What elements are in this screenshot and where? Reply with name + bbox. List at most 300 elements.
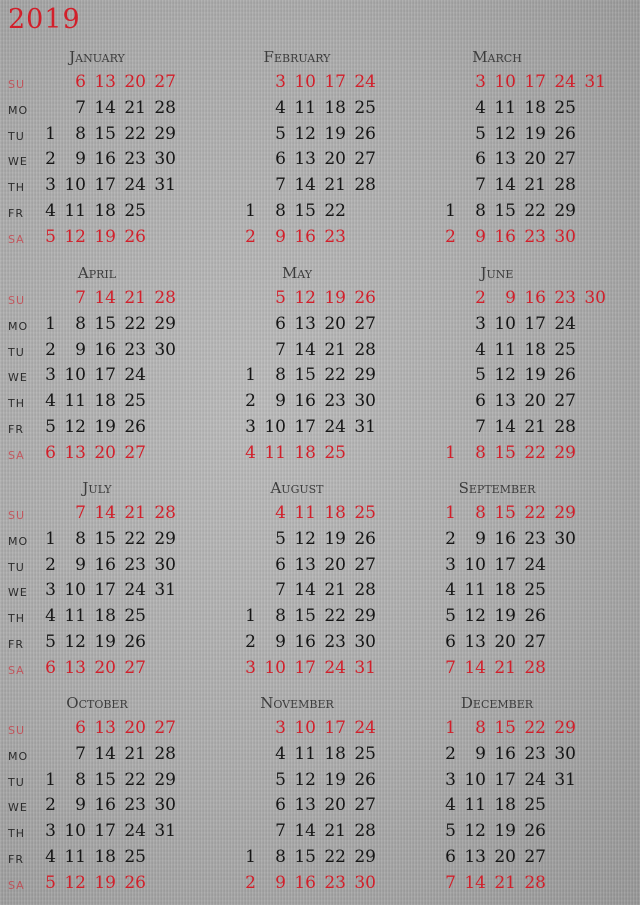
day-cell: 4 xyxy=(475,97,486,118)
day-cell: 4 xyxy=(445,580,456,601)
day-cell: 13 xyxy=(294,554,316,575)
day-cell: 7 xyxy=(275,821,286,842)
day-cell: 14 xyxy=(464,872,486,893)
day-cell: 2 xyxy=(245,226,256,247)
day-cell: 24 xyxy=(324,417,346,437)
day-cell: 9 xyxy=(505,288,516,308)
day-cell: 4 xyxy=(245,442,256,463)
day-cell: 19 xyxy=(94,417,116,437)
day-cell: 11 xyxy=(294,503,316,523)
day-cell: 15 xyxy=(94,528,116,549)
day-cell: 5 xyxy=(475,365,486,386)
day-cell: 7 xyxy=(75,503,86,523)
day-cell: 25 xyxy=(524,795,546,816)
weekday-label-tu: TU xyxy=(8,129,25,143)
day-cell: 2 xyxy=(45,795,56,816)
day-cell: 3 xyxy=(245,657,256,678)
day-cell: 10 xyxy=(64,580,86,601)
month-december xyxy=(400,694,590,894)
day-cell: 14 xyxy=(94,743,116,764)
day-cell: 5 xyxy=(445,821,456,842)
weekday-label-th: TH xyxy=(8,397,25,411)
day-cell: 11 xyxy=(464,795,486,816)
weekday-label-we: WE xyxy=(8,586,28,600)
day-cell: 2 xyxy=(45,554,56,575)
day-cell: 10 xyxy=(264,417,286,437)
day-cell: 23 xyxy=(124,795,146,816)
day-cell: 30 xyxy=(354,632,376,652)
day-cell: 21 xyxy=(324,821,346,842)
day-cell: 29 xyxy=(554,201,576,221)
day-cell: 27 xyxy=(124,442,146,463)
day-cell: 24 xyxy=(354,718,376,738)
day-cell: 12 xyxy=(294,528,316,549)
day-cell: 29 xyxy=(554,442,576,463)
day-cell: 30 xyxy=(554,743,576,764)
weekday-label-th: TH xyxy=(8,827,25,841)
weekday-label-th: TH xyxy=(8,612,25,626)
day-cell: 25 xyxy=(124,847,146,867)
day-cell: 27 xyxy=(524,847,546,867)
day-cell: 12 xyxy=(294,123,316,144)
day-cell: 18 xyxy=(94,201,116,221)
day-cell: 27 xyxy=(354,795,376,816)
day-cell: 1 xyxy=(45,528,56,549)
day-cell: 11 xyxy=(64,391,86,412)
day-cell: 31 xyxy=(584,72,606,92)
day-cell: 13 xyxy=(494,391,516,412)
day-cell: 30 xyxy=(354,391,376,412)
day-cell: 30 xyxy=(354,872,376,893)
day-cell: 7 xyxy=(445,657,456,678)
month-october xyxy=(0,694,190,894)
day-cell: 27 xyxy=(354,149,376,170)
day-cell: 16 xyxy=(94,339,116,360)
day-cell: 25 xyxy=(124,201,146,221)
day-cell: 13 xyxy=(64,442,86,463)
day-cell: 4 xyxy=(275,743,286,764)
day-cell: 1 xyxy=(445,503,456,523)
day-cell: 12 xyxy=(294,769,316,790)
day-cell: 8 xyxy=(275,201,286,221)
day-cell: 5 xyxy=(275,123,286,144)
day-cell: 3 xyxy=(445,769,456,790)
day-cell: 24 xyxy=(324,657,346,678)
weekday-label-fr: FR xyxy=(8,207,24,220)
day-cell: 3 xyxy=(275,72,286,92)
weekday-label-su: SU xyxy=(8,509,26,522)
day-cell: 26 xyxy=(354,123,376,144)
day-cell: 1 xyxy=(45,123,56,144)
day-cell: 30 xyxy=(554,226,576,247)
day-cell: 28 xyxy=(524,657,546,678)
day-cell: 17 xyxy=(94,821,116,842)
day-cell: 25 xyxy=(354,503,376,523)
day-cell: 13 xyxy=(294,313,316,334)
day-cell: 20 xyxy=(494,632,516,652)
day-cell: 5 xyxy=(275,769,286,790)
day-cell: 24 xyxy=(124,175,146,196)
day-cell: 10 xyxy=(494,313,516,334)
day-cell: 26 xyxy=(124,872,146,893)
day-cell: 26 xyxy=(354,288,376,308)
day-cell: 5 xyxy=(45,417,56,437)
day-cell: 11 xyxy=(494,97,516,118)
day-cell: 19 xyxy=(94,632,116,652)
day-cell: 14 xyxy=(294,821,316,842)
day-cell: 16 xyxy=(94,149,116,170)
day-cell: 15 xyxy=(94,123,116,144)
day-cell: 28 xyxy=(354,175,376,196)
month-name: June xyxy=(480,264,514,282)
day-cell: 18 xyxy=(324,97,346,118)
day-cell: 22 xyxy=(524,442,546,463)
day-cell: 16 xyxy=(294,872,316,893)
day-cell: 2 xyxy=(245,872,256,893)
day-cell: 27 xyxy=(124,657,146,678)
day-cell: 19 xyxy=(324,769,346,790)
day-cell: 16 xyxy=(494,528,516,549)
day-cell: 22 xyxy=(124,769,146,790)
day-cell: 8 xyxy=(475,201,486,221)
day-cell: 10 xyxy=(294,718,316,738)
month-march xyxy=(400,48,606,248)
day-cell: 26 xyxy=(354,528,376,549)
day-cell: 30 xyxy=(154,795,176,816)
day-cell: 30 xyxy=(554,528,576,549)
day-cell: 15 xyxy=(294,365,316,386)
day-cell: 15 xyxy=(294,847,316,867)
day-cell: 4 xyxy=(45,847,56,867)
weekday-label-sa: SA xyxy=(8,878,25,892)
day-cell: 2 xyxy=(245,632,256,652)
day-cell: 5 xyxy=(275,288,286,308)
day-cell: 21 xyxy=(324,580,346,601)
day-cell: 24 xyxy=(554,72,576,92)
day-cell: 14 xyxy=(94,97,116,118)
day-cell: 4 xyxy=(275,503,286,523)
day-cell: 11 xyxy=(464,580,486,601)
day-cell: 1 xyxy=(245,201,256,221)
day-cell: 9 xyxy=(75,554,86,575)
day-cell: 4 xyxy=(45,606,56,627)
day-cell: 18 xyxy=(94,606,116,627)
day-cell: 25 xyxy=(554,97,576,118)
day-cell: 26 xyxy=(124,417,146,437)
day-cell: 8 xyxy=(275,606,286,627)
day-cell: 10 xyxy=(464,554,486,575)
day-cell: 5 xyxy=(45,226,56,247)
weekday-label-mo: MO xyxy=(8,534,29,548)
day-cell: 23 xyxy=(524,528,546,549)
day-cell: 28 xyxy=(354,580,376,601)
day-cell: 17 xyxy=(294,417,316,437)
month-august xyxy=(200,479,390,679)
day-cell: 3 xyxy=(45,580,56,601)
weekday-label-tu: TU xyxy=(8,560,25,574)
day-cell: 30 xyxy=(154,554,176,575)
day-cell: 17 xyxy=(94,365,116,386)
day-cell: 20 xyxy=(324,554,346,575)
day-cell: 3 xyxy=(45,365,56,386)
day-cell: 9 xyxy=(475,743,486,764)
month-name: April xyxy=(77,264,117,282)
day-cell: 27 xyxy=(354,313,376,334)
day-cell: 22 xyxy=(524,503,546,523)
day-cell: 14 xyxy=(494,417,516,437)
day-cell: 31 xyxy=(154,580,176,601)
day-cell: 29 xyxy=(154,528,176,549)
day-cell: 6 xyxy=(475,149,486,170)
day-cell: 25 xyxy=(124,606,146,627)
day-cell: 7 xyxy=(475,417,486,437)
day-cell: 17 xyxy=(94,580,116,601)
day-cell: 8 xyxy=(75,313,86,334)
day-cell: 13 xyxy=(64,657,86,678)
day-cell: 24 xyxy=(524,769,546,790)
day-cell: 24 xyxy=(354,72,376,92)
day-cell: 2 xyxy=(475,288,486,308)
day-cell: 11 xyxy=(64,606,86,627)
day-cell: 20 xyxy=(324,313,346,334)
day-cell: 5 xyxy=(475,123,486,144)
day-cell: 3 xyxy=(275,718,286,738)
day-cell: 11 xyxy=(264,442,286,463)
day-cell: 8 xyxy=(75,528,86,549)
day-cell: 1 xyxy=(45,313,56,334)
month-name: December xyxy=(460,694,534,712)
day-cell: 7 xyxy=(475,175,486,196)
day-cell: 13 xyxy=(294,149,316,170)
weekday-label-su: SU xyxy=(8,78,26,91)
day-cell: 22 xyxy=(324,365,346,386)
day-cell: 6 xyxy=(275,149,286,170)
day-cell: 23 xyxy=(124,149,146,170)
day-cell: 6 xyxy=(445,632,456,652)
day-cell: 17 xyxy=(94,175,116,196)
day-cell: 22 xyxy=(524,718,546,738)
weekday-label-tu: TU xyxy=(8,345,25,359)
day-cell: 23 xyxy=(554,288,576,308)
day-cell: 31 xyxy=(554,769,576,790)
day-cell: 10 xyxy=(464,769,486,790)
day-cell: 17 xyxy=(524,313,546,334)
day-cell: 19 xyxy=(324,528,346,549)
day-cell: 22 xyxy=(324,847,346,867)
day-cell: 18 xyxy=(494,580,516,601)
day-cell: 26 xyxy=(554,365,576,386)
day-cell: 20 xyxy=(524,391,546,412)
weekday-label-mo: MO xyxy=(8,319,29,333)
day-cell: 18 xyxy=(294,442,316,463)
day-cell: 14 xyxy=(294,175,316,196)
day-cell: 7 xyxy=(275,339,286,360)
day-cell: 14 xyxy=(94,288,116,308)
weekday-label-we: WE xyxy=(8,371,28,385)
month-january xyxy=(0,48,190,248)
month-may xyxy=(200,264,390,464)
day-cell: 28 xyxy=(154,97,176,118)
day-cell: 2 xyxy=(445,226,456,247)
day-cell: 13 xyxy=(94,72,116,92)
day-cell: 3 xyxy=(45,175,56,196)
weekday-label-su: SU xyxy=(8,294,26,307)
day-cell: 14 xyxy=(464,657,486,678)
day-cell: 10 xyxy=(264,657,286,678)
day-cell: 23 xyxy=(324,632,346,652)
day-cell: 27 xyxy=(154,72,176,92)
day-cell: 9 xyxy=(275,391,286,412)
day-cell: 1 xyxy=(445,201,456,221)
day-cell: 12 xyxy=(464,606,486,627)
month-november xyxy=(200,694,390,894)
day-cell: 1 xyxy=(445,718,456,738)
day-cell: 10 xyxy=(64,365,86,386)
day-cell: 2 xyxy=(445,743,456,764)
day-cell: 31 xyxy=(154,821,176,842)
day-cell: 12 xyxy=(494,365,516,386)
day-cell: 23 xyxy=(124,339,146,360)
month-name: January xyxy=(69,48,125,66)
day-cell: 8 xyxy=(75,769,86,790)
day-cell: 21 xyxy=(524,417,546,437)
day-cell: 6 xyxy=(475,391,486,412)
month-september xyxy=(400,479,590,679)
day-cell: 29 xyxy=(354,606,376,627)
day-cell: 18 xyxy=(324,743,346,764)
day-cell: 8 xyxy=(275,847,286,867)
day-cell: 9 xyxy=(75,339,86,360)
day-cell: 6 xyxy=(45,657,56,678)
day-cell: 20 xyxy=(524,149,546,170)
weekday-label-we: WE xyxy=(8,155,28,169)
day-cell: 14 xyxy=(494,175,516,196)
day-cell: 21 xyxy=(524,175,546,196)
day-cell: 11 xyxy=(494,339,516,360)
day-cell: 14 xyxy=(94,503,116,523)
day-cell: 22 xyxy=(124,123,146,144)
day-cell: 3 xyxy=(475,72,486,92)
day-cell: 26 xyxy=(524,821,546,842)
day-cell: 12 xyxy=(494,123,516,144)
day-cell: 4 xyxy=(45,201,56,221)
day-cell: 10 xyxy=(294,72,316,92)
day-cell: 21 xyxy=(124,97,146,118)
day-cell: 7 xyxy=(75,288,86,308)
day-cell: 9 xyxy=(75,795,86,816)
weekday-label-fr: FR xyxy=(8,638,24,651)
day-cell: 15 xyxy=(494,442,516,463)
day-cell: 13 xyxy=(464,847,486,867)
day-cell: 20 xyxy=(494,847,516,867)
day-cell: 21 xyxy=(494,657,516,678)
weekday-label-su: SU xyxy=(8,724,26,737)
day-cell: 26 xyxy=(354,769,376,790)
day-cell: 23 xyxy=(524,743,546,764)
day-cell: 19 xyxy=(324,288,346,308)
day-cell: 6 xyxy=(75,72,86,92)
day-cell: 4 xyxy=(445,795,456,816)
day-cell: 28 xyxy=(154,288,176,308)
day-cell: 5 xyxy=(45,632,56,652)
day-cell: 8 xyxy=(475,442,486,463)
day-cell: 19 xyxy=(524,123,546,144)
day-cell: 31 xyxy=(354,657,376,678)
day-cell: 30 xyxy=(154,149,176,170)
day-cell: 11 xyxy=(64,847,86,867)
day-cell: 2 xyxy=(245,391,256,412)
month-name: July xyxy=(82,479,112,497)
day-cell: 20 xyxy=(124,718,146,738)
day-cell: 18 xyxy=(524,97,546,118)
day-cell: 16 xyxy=(494,226,516,247)
day-cell: 2 xyxy=(45,339,56,360)
day-cell: 22 xyxy=(324,606,346,627)
day-cell: 25 xyxy=(354,743,376,764)
day-cell: 29 xyxy=(354,847,376,867)
day-cell: 5 xyxy=(45,872,56,893)
day-cell: 29 xyxy=(554,503,576,523)
month-name: May xyxy=(281,264,313,282)
day-cell: 12 xyxy=(464,821,486,842)
day-cell: 10 xyxy=(494,72,516,92)
day-cell: 26 xyxy=(124,226,146,247)
day-cell: 9 xyxy=(475,528,486,549)
day-cell: 20 xyxy=(324,795,346,816)
day-cell: 14 xyxy=(294,580,316,601)
day-cell: 8 xyxy=(475,503,486,523)
day-cell: 15 xyxy=(294,201,316,221)
day-cell: 9 xyxy=(475,226,486,247)
day-cell: 24 xyxy=(554,313,576,334)
day-cell: 8 xyxy=(475,718,486,738)
day-cell: 6 xyxy=(75,718,86,738)
day-cell: 24 xyxy=(124,821,146,842)
month-name: November xyxy=(260,694,334,712)
month-june xyxy=(400,264,606,464)
weekday-label-sa: SA xyxy=(8,448,25,462)
weekday-label-sa: SA xyxy=(8,663,25,677)
day-cell: 28 xyxy=(354,339,376,360)
day-cell: 3 xyxy=(245,417,256,437)
day-cell: 19 xyxy=(494,821,516,842)
day-cell: 17 xyxy=(524,72,546,92)
day-cell: 1 xyxy=(445,442,456,463)
day-cell: 3 xyxy=(45,821,56,842)
weekday-label-we: WE xyxy=(8,801,28,815)
day-cell: 22 xyxy=(124,313,146,334)
day-cell: 26 xyxy=(124,632,146,652)
day-cell: 15 xyxy=(494,718,516,738)
day-cell: 21 xyxy=(494,872,516,893)
day-cell: 17 xyxy=(494,554,516,575)
day-cell: 2 xyxy=(45,149,56,170)
day-cell: 7 xyxy=(75,97,86,118)
day-cell: 6 xyxy=(445,847,456,867)
day-cell: 12 xyxy=(64,632,86,652)
day-cell: 19 xyxy=(94,872,116,893)
day-cell: 30 xyxy=(584,288,606,308)
day-cell: 6 xyxy=(275,795,286,816)
day-cell: 27 xyxy=(154,718,176,738)
day-cell: 20 xyxy=(124,72,146,92)
day-cell: 21 xyxy=(124,503,146,523)
day-cell: 4 xyxy=(475,339,486,360)
day-cell: 21 xyxy=(124,743,146,764)
day-cell: 5 xyxy=(275,528,286,549)
day-cell: 11 xyxy=(294,743,316,764)
day-cell: 27 xyxy=(554,391,576,412)
